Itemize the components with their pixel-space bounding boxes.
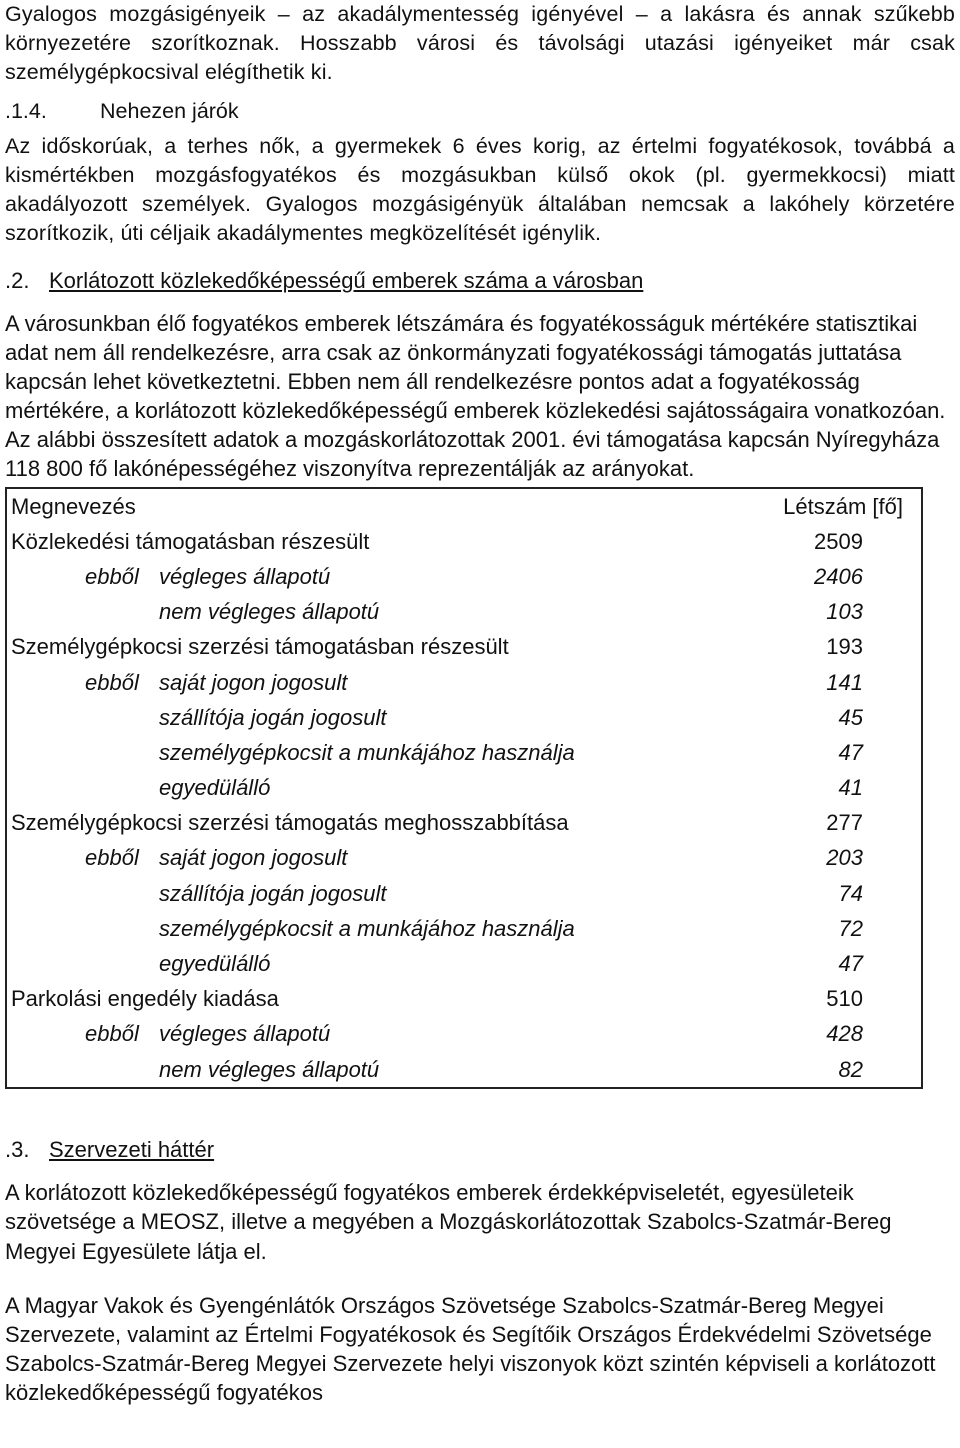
row-prefix: ebből xyxy=(85,845,139,871)
table-row xyxy=(6,665,922,700)
table-row xyxy=(6,735,922,770)
row-label xyxy=(6,700,742,735)
row-prefix: ebből xyxy=(85,563,139,589)
section-heading-2 xyxy=(5,266,955,295)
row-prefix: ebből xyxy=(85,669,139,695)
row-value: 103 xyxy=(826,599,863,625)
section-heading-3 xyxy=(5,1135,955,1164)
section-1-4-body: Az időskorúak, a terhes nők, a gyermekek 6 éves korig, az értelmi fogyatékosok, továbbá a kismértékben mozgásfogyatékos és mozgásukban külső okok (pl. gyermekkocsi) miatt akadályozott személyek. Gyalogos mozgásigényük általában nemcsak a lakóhely körzetére szorítkozik, úti céljaik akadálymentes megközelítését igénylik. xyxy=(5,134,955,245)
table-row xyxy=(6,911,922,946)
header-name: Megnevezés xyxy=(11,493,136,519)
table-row xyxy=(6,559,922,594)
row-label-text: egyedülálló xyxy=(159,951,271,977)
row-label-text: nem végleges állapotú xyxy=(159,599,380,625)
table-header-row xyxy=(6,488,922,524)
row-label xyxy=(6,1017,742,1052)
row-label-text: Személygépkocsi szerzési támogatásban részesült xyxy=(11,634,509,660)
row-value: 428 xyxy=(826,1021,863,1047)
row-label-text: végleges állapotú xyxy=(159,563,331,589)
row-value: 2406 xyxy=(814,563,863,589)
row-value: 193 xyxy=(826,634,863,660)
section-3-body-1: A korlátozott közlekedőképességű fogyatékos emberek érdekképviseletét, egyesületeik szövetsége a MEOSZ, illetve a megyében a Mozgáskorlátozottak Szabolcs-Szatmár-Bereg Megyei Egyesülete látja el. xyxy=(5,1180,892,1264)
row-value: 47 xyxy=(838,739,863,765)
section-title: Nehezen járók xyxy=(100,99,239,123)
row-value: 47 xyxy=(838,951,863,977)
row-label-text: szállítója jogán jogosult xyxy=(159,704,387,730)
row-value: 41 xyxy=(838,775,863,801)
row-value: 203 xyxy=(826,845,863,871)
row-value: 82 xyxy=(838,1056,863,1082)
section-number: .1.4. xyxy=(5,99,47,123)
section-title: Szervezeti háttér xyxy=(49,1137,215,1163)
row-value: 2509 xyxy=(814,528,863,554)
row-label xyxy=(6,911,742,946)
section-number: .2. xyxy=(5,268,30,293)
table-row xyxy=(6,700,922,735)
row-prefix: ebből xyxy=(85,1021,139,1047)
row-label xyxy=(6,559,742,594)
table-row xyxy=(6,524,922,559)
row-label xyxy=(6,630,742,665)
row-value: 72 xyxy=(838,915,863,941)
row-label-text: Parkolási engedély kiadása xyxy=(11,986,279,1012)
intro-paragraph: Gyalogos mozgásigényeik – az akadálymentesség igényével – a lakásra és annak szűkebb környezetére szorítkoznak. Hosszabb városi és távolsági utazási igényeiket már csak személygépkocsival elégíthetik ki. xyxy=(5,2,955,84)
row-value: 74 xyxy=(838,880,863,906)
document-page xyxy=(5,0,955,1433)
table-row xyxy=(6,806,922,841)
row-label xyxy=(6,806,742,841)
row-label xyxy=(6,982,742,1017)
row-value: 277 xyxy=(826,810,863,836)
table-row xyxy=(6,1052,922,1088)
row-label-text: végleges állapotú xyxy=(159,1021,331,1047)
row-label xyxy=(6,841,742,876)
row-label-text: Személygépkocsi szerzési támogatás meghosszabbítása xyxy=(11,810,569,836)
row-value: 45 xyxy=(838,704,863,730)
section-3-body-2: A Magyar Vakok és Gyengénlátók Országos Szövetsége Szabolcs-Szatmár-Bereg Megyei Szervezete, valamint az Értelmi Fogyatékosok és Segítőik Országos Érdekvédelmi Szövetsége Szabolcs-Szatmár-Bereg Megyei Szervezete helyi viszonyok közt szintén képviseli a korlátozott közlekedőképességű fogyatékos xyxy=(5,1292,936,1406)
header-count: Létszám [fő] xyxy=(783,493,903,519)
row-label-text: saját jogon jogosult xyxy=(159,845,348,871)
section-heading-1-4 xyxy=(5,97,955,126)
table-row xyxy=(6,841,922,876)
row-label-text: szállítója jogán jogosult xyxy=(159,880,387,906)
row-label xyxy=(6,876,742,911)
row-label-text: saját jogon jogosult xyxy=(159,669,348,695)
table-row xyxy=(6,630,922,665)
table-row xyxy=(6,595,922,630)
row-label-text: személygépkocsit a munkájához használja xyxy=(159,915,575,941)
row-value: 141 xyxy=(826,669,863,695)
row-label-text: egyedülálló xyxy=(159,775,271,801)
row-label-text: nem végleges állapotú xyxy=(159,1056,380,1082)
row-label xyxy=(6,946,742,981)
row-label xyxy=(6,524,742,559)
section-number: .3. xyxy=(5,1137,30,1163)
table-row xyxy=(6,946,922,981)
table-row xyxy=(6,1017,922,1052)
row-label xyxy=(6,1052,742,1088)
table-row xyxy=(6,771,922,806)
section-title: Korlátozott közlekedőképességű emberek száma a városban xyxy=(49,268,644,293)
row-label xyxy=(6,771,742,806)
row-label-text: személygépkocsit a munkájához használja xyxy=(159,739,575,765)
row-label xyxy=(6,665,742,700)
section-2-body: A városunkban élő fogyatékos emberek létszámára és fogyatékosságuk mértékére statisztikai adat nem áll rendelkezésre, arra csak az önkormányzati fogyatékossági támogatás juttatása kapcsán lehet következtetni. Ebben nem áll rendelkezésre pontos adat a fogyatékosság mértékére, a korlátozott közlekedőképességű emberek közlekedési sajátosságaira vonatkozóan. Az alábbi összesített adatok a mozgáskorlátozottak 2001. évi támogatása kapcsán Nyíregyháza 118 800 fő lakónépességéhez viszonyítva reprezentálják az arányokat. xyxy=(5,311,946,481)
row-value: 510 xyxy=(826,986,863,1012)
row-label-text: Közlekedési támogatásban részesült xyxy=(11,528,370,554)
support-statistics-table xyxy=(5,487,923,1089)
table-row xyxy=(6,876,922,911)
row-label xyxy=(6,735,742,770)
table-row xyxy=(6,982,922,1017)
row-label xyxy=(6,595,742,630)
